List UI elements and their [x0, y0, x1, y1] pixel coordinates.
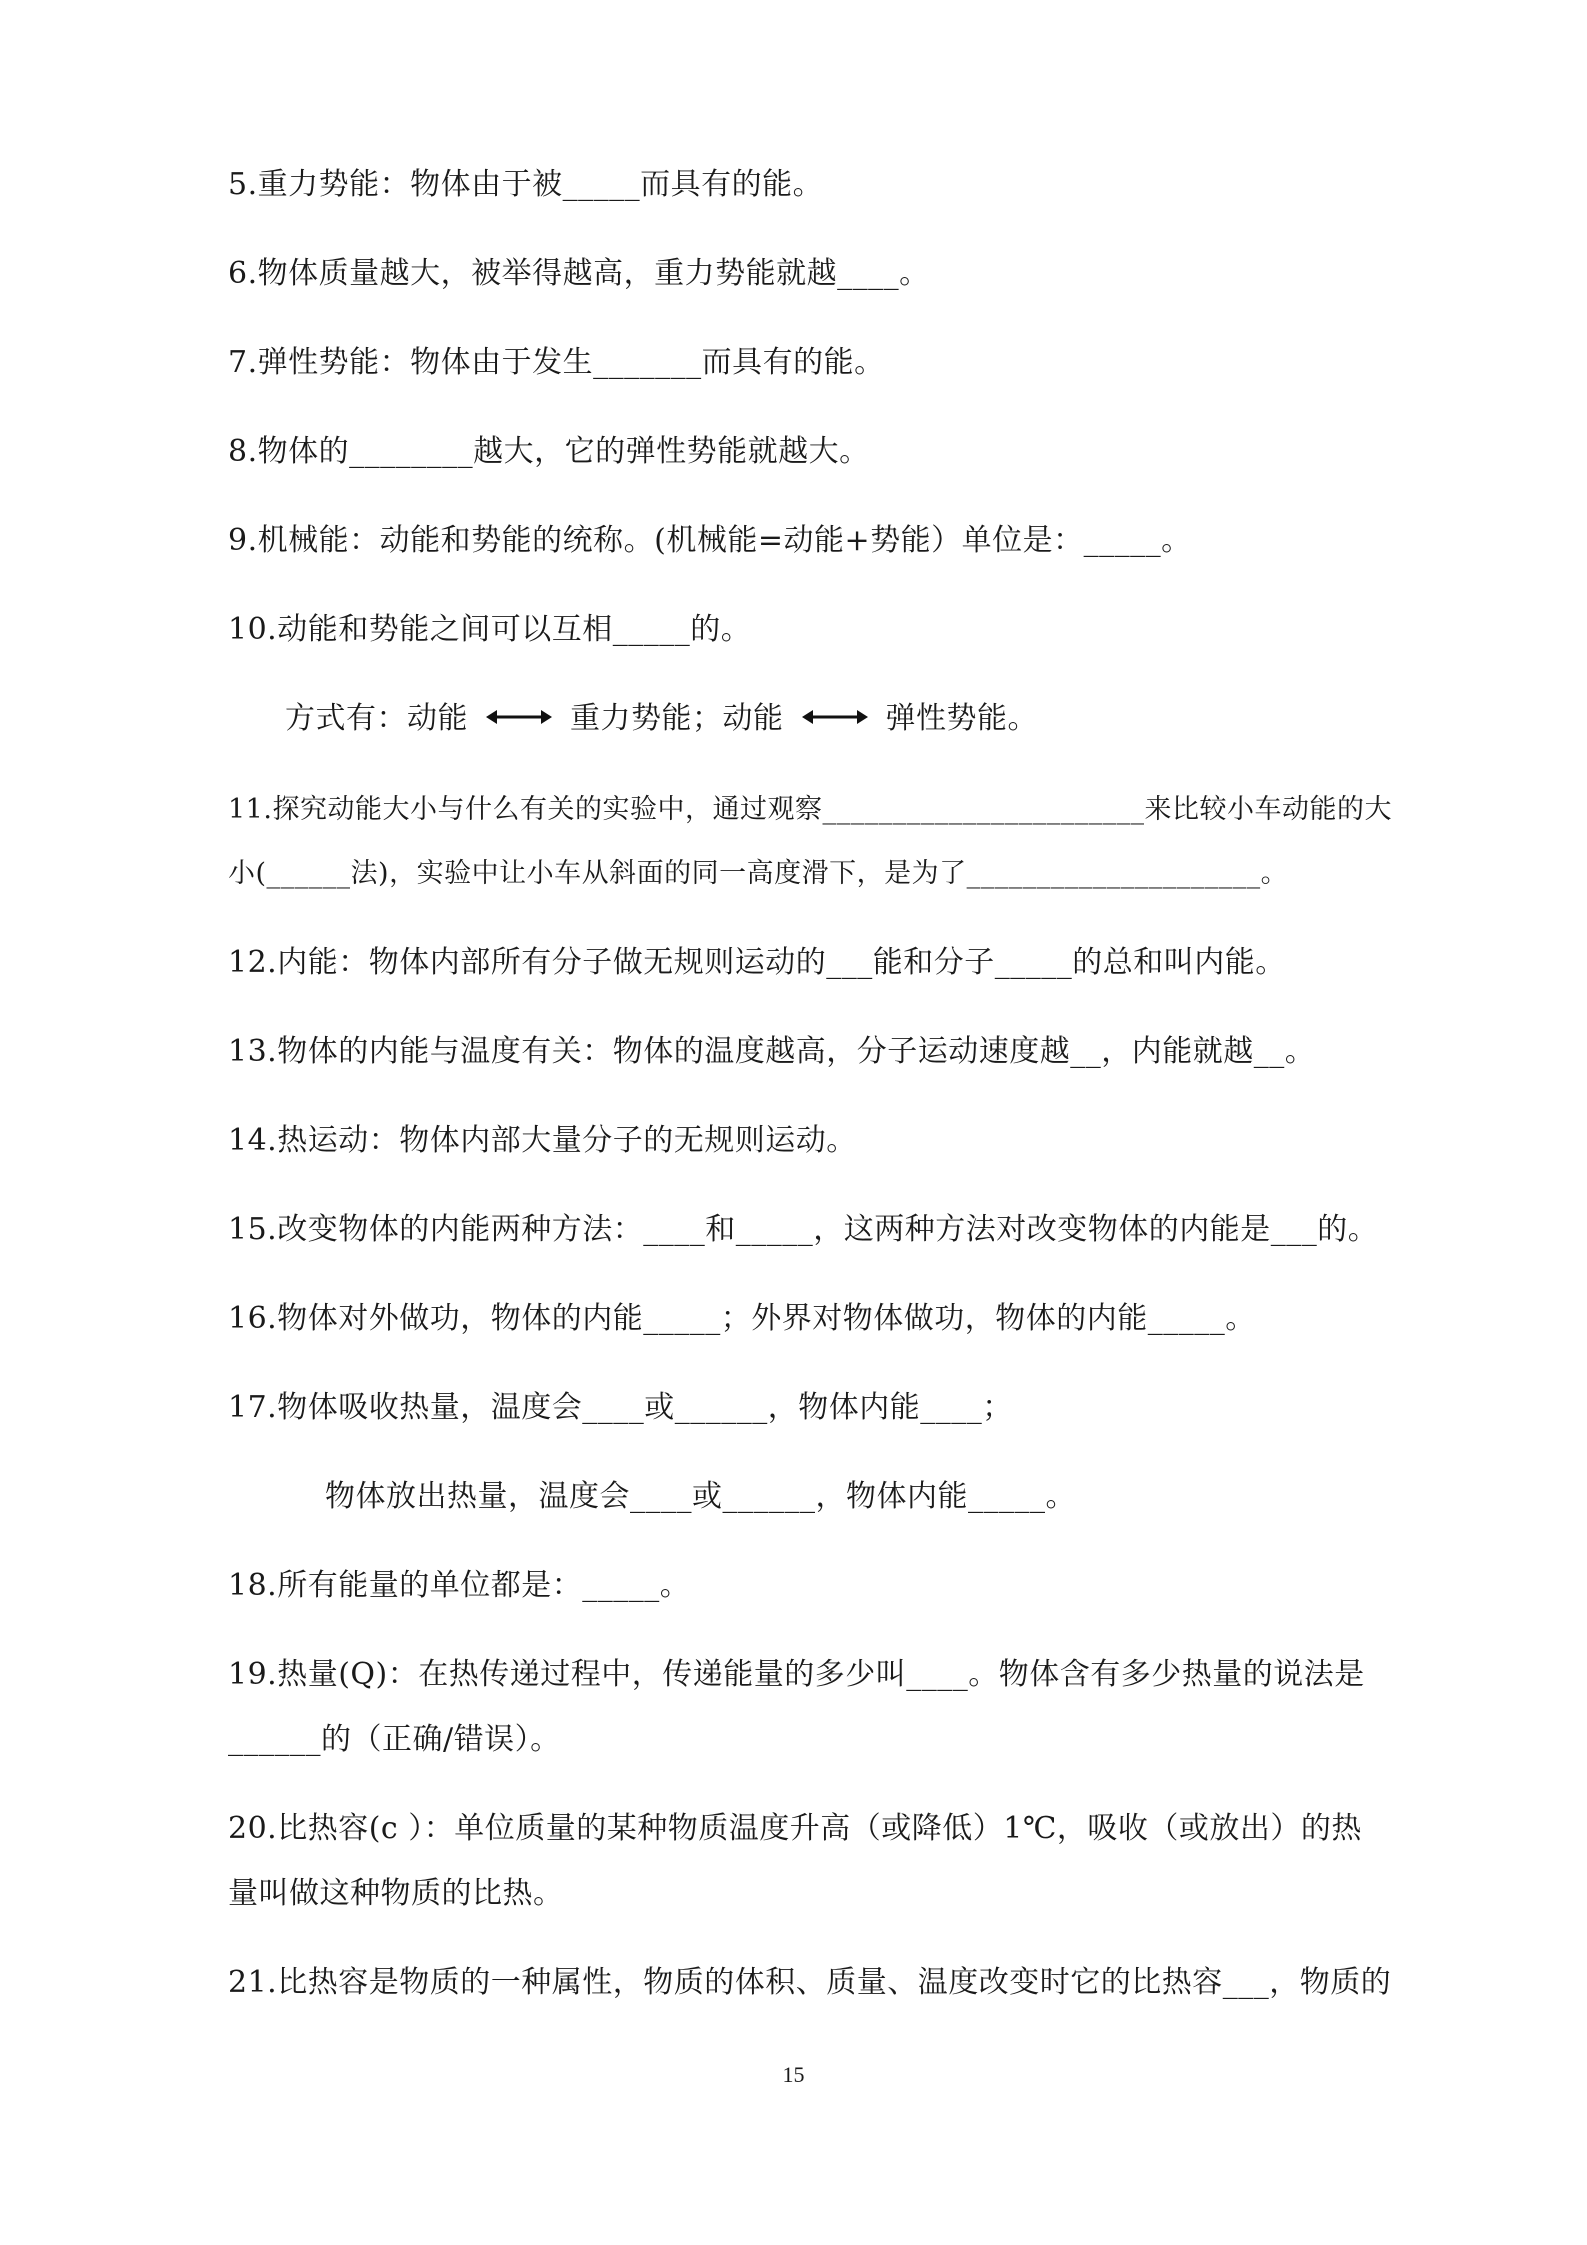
double-arrow-icon: [802, 707, 868, 727]
item-6: 6.物体质量越大，被举得越高，重力势能就越____。: [228, 256, 930, 291]
conversion-mid: 重力势能；动能: [570, 701, 784, 736]
item-19-line-2: ______的（正确/错误）。: [228, 1722, 561, 1757]
item-20-line-1: 20.比热容(c ）：单位质量的某种物质温度升高（或降低）1℃，吸收（或放出）的热: [228, 1811, 1362, 1846]
item-14: 14.热运动：物体内部大量分子的无规则运动。: [228, 1123, 857, 1158]
item-13: 13.物体的内能与温度有关：物体的温度越高，分子运动速度越__，内能就越__。: [228, 1034, 1316, 1069]
item-19-line-1: 19.热量(Q)：在热传递过程中，传递能量的多少叫____。物体含有多少热量的说法是: [228, 1657, 1365, 1692]
item-10: 10.动能和势能之间可以互相_____的。: [228, 612, 752, 647]
item-9: 9.机械能：动能和势能的统称。(机械能=动能+势能）单位是：_____。: [228, 523, 1192, 558]
item-8: 8.物体的________越大，它的弹性势能就越大。: [228, 434, 870, 469]
page-number: 15: [782, 2062, 805, 2087]
item-11-line-2: 小(______法)，实验中让小车从斜面的同一高度滑下，是为了_____________________。: [228, 858, 1289, 889]
conversion-suffix: 弹性势能。: [885, 701, 1038, 736]
item-5: 5.重力势能：物体由于被_____而具有的能。: [228, 167, 824, 202]
conversion-prefix: 方式有：动能: [285, 701, 468, 736]
item-11-line-1: 11.探究动能大小与什么有关的实验中，通过观察_______________________来比较小车动能的大: [228, 794, 1392, 825]
item-17-line-2: 物体放出热量，温度会____或______，物体内能_____。: [325, 1479, 1076, 1514]
item-12: 12.内能：物体内部所有分子做无规则运动的___能和分子_____的总和叫内能。: [228, 945, 1286, 980]
double-arrow-icon: [486, 707, 552, 727]
item-20-line-2: 量叫做这种物质的比热。: [228, 1876, 564, 1911]
item-18: 18.所有能量的单位都是：_____。: [228, 1568, 691, 1603]
item-16: 16.物体对外做功，物体的内能_____；外界对物体做功，物体的内能_____。: [228, 1301, 1256, 1336]
item-7: 7.弹性势能：物体由于发生_______而具有的能。: [228, 345, 885, 380]
item-10-conversion: [285, 697, 1038, 741]
item-15: 15.改变物体的内能两种方法：____和_____，这两种方法对改变物体的内能是___的。: [228, 1212, 1379, 1247]
item-17-line-1: 17.物体吸收热量，温度会____或______，物体内能____；: [228, 1390, 1013, 1425]
item-21: 21.比热容是物质的一种属性，物质的体积、质量、温度改变时它的比热容___，物质的: [228, 1965, 1392, 2000]
